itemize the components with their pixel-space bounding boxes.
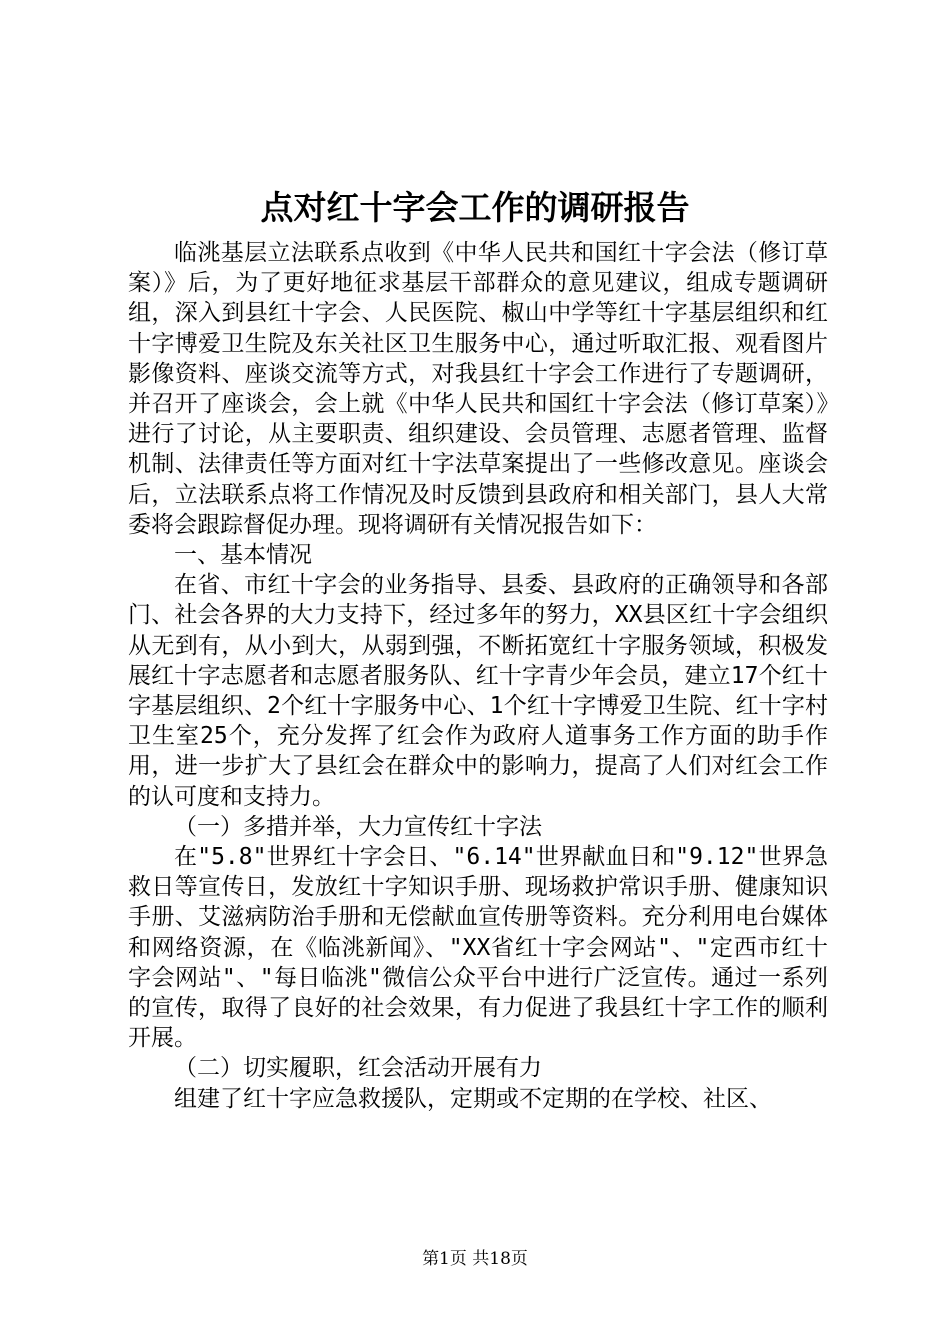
paragraph-publicity: 在"5.8"世界红十字会日、"6.14"世界献血日和"9.12"世界急救日等宣传日，发放红十字知识手册、现场救护常识手册、健康知识手册、艾滋病防治手册和无偿献血宣传册等资料。充分利用电台媒体和网络资源，在《临洮新闻》、"XX省红十字会网站"、"定西市红十字会网站"、"每日临洮"微信公众平台中进行广泛宣传。通过一系列的宣传，取得了良好的社会效果，有力促进了我县红十字工作的顺利开展。	[128, 844, 828, 1052]
document-body	[128, 238, 828, 1114]
page-number: 第1页 共18页	[422, 1249, 528, 1269]
subsection-heading-1: （一）多措并举，大力宣传红十字法	[174, 813, 542, 840]
paragraph-activities: 组建了红十字应急救援队，定期或不定期的在学校、社区、	[174, 1085, 772, 1112]
document-title: 点对红十字会工作的调研报告	[260, 188, 690, 227]
paragraph-basic: 在省、市红十字会的业务指导、县委、县政府的正确领导和各部门、社会各界的大力支持下，经过多年的努力，XX县区红十字会组织从无到有，从小到大，从弱到强，不断拓宽红十字服务领域，积极发展红十字志愿者和志愿者服务队、红十字青少年会员，建立17个红十字基层组织、2个红十字服务中心、1个红十字博爱卫生院、红十字村卫生室25个，充分发挥了红会作为政府人道事务工作方面的助手作用，进一步扩大了县红会在群众中的影响力，提高了人们对红会工作的认可度和支持力。	[128, 572, 828, 810]
section-heading-basic: 一、基本情况	[174, 542, 312, 569]
subsection-heading-2: （二）切实履职，红会活动开展有力	[174, 1055, 542, 1082]
paragraph-intro: 临洮基层立法联系点收到《中华人民共和国红十字会法（修订草案）》后，为了更好地征求基层干部群众的意见建议，组成专题调研组，深入到县红十字会、人民医院、椒山中学等红十字基层组织和红十字博爱卫生院及东关社区卫生服务中心，通过听取汇报、观看图片影像资料、座谈交流等方式，对我县红十字会工作进行了专题调研，并召开了座谈会，会上就《中华人民共和国红十字会法（修订草案）》进行了讨论，从主要职责、组织建设、会员管理、志愿者管理、监督机制、法律责任等方面对红十字法草案提出了一些修改意见。座谈会后，立法联系点将工作情况及时反馈到县政府和相关部门，县人大常委将会跟踪督促办理。现将调研有关情况报告如下：	[128, 240, 828, 538]
